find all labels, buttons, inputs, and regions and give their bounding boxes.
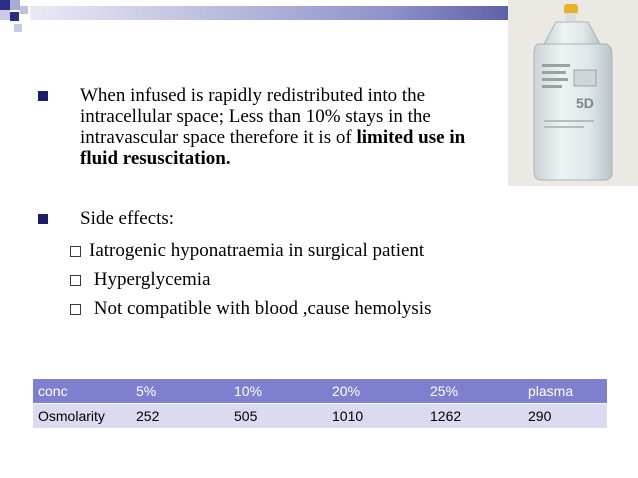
table-cell: 252 xyxy=(131,404,229,429)
table-cell: 1262 xyxy=(425,404,523,429)
table-header-cell: 25% xyxy=(425,379,523,404)
header-square xyxy=(10,12,19,21)
table-header-cell: 20% xyxy=(327,379,425,404)
header-square xyxy=(10,0,20,10)
hollow-square-bullet-icon xyxy=(70,304,81,315)
header-square xyxy=(0,10,10,20)
table-row xyxy=(33,404,607,429)
table-header-cell: 10% xyxy=(229,379,327,404)
hollow-square-bullet-icon xyxy=(70,246,81,257)
bullet-square xyxy=(38,214,48,224)
table-header-cell: plasma xyxy=(523,379,607,404)
infusion-text-bold: limited use in fluid resuscitation. xyxy=(80,127,466,169)
table-cell: 505 xyxy=(229,404,327,429)
infusion-text: When infused is rapidly redistributed into the intracellular space; Less than 10% stays in the intravascular space therefore it is of xyxy=(80,85,431,148)
bullet-square xyxy=(38,91,48,101)
header-square xyxy=(14,24,22,32)
header-square xyxy=(20,6,28,14)
header-square xyxy=(0,0,10,10)
table-cell: 290 xyxy=(523,404,607,429)
table-header-cell: 5% xyxy=(131,379,229,404)
table-cell: Osmolarity xyxy=(33,404,131,429)
table-cell: 1010 xyxy=(327,404,425,429)
side-effect-item: Hyperglycemia xyxy=(70,269,211,291)
side-effect-item: Not compatible with blood ,cause hemolysis xyxy=(70,298,431,320)
iv-fluid-bag-photo xyxy=(508,0,638,186)
side-effect-item: Iatrogenic hyponatraemia in surgical patient xyxy=(70,240,424,262)
hollow-square-bullet-icon xyxy=(70,275,81,286)
infusion-paragraph xyxy=(80,85,485,169)
table-header-cell: conc xyxy=(33,379,131,404)
table-header-row xyxy=(33,379,607,404)
osmolarity-table xyxy=(33,379,607,428)
side-effects-heading: Side effects: xyxy=(80,208,175,229)
bag-label: 5D xyxy=(576,95,594,111)
